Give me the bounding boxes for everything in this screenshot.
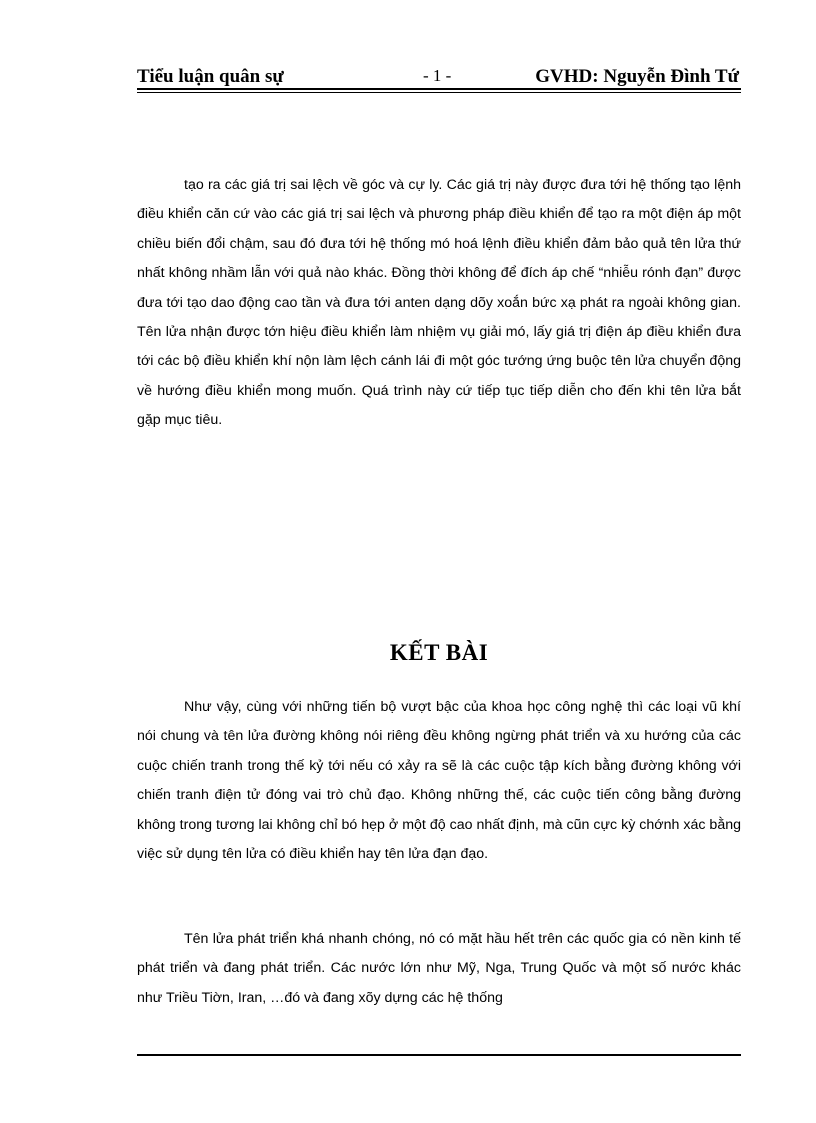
paragraph-conclusion-2 xyxy=(137,925,741,1013)
paragraph-text: Tên lửa phát triển khá nhanh chóng, nó có mặt hầu hết trên các quốc gia có nền kinh tế phát triển và đang phát triển. Các nước lớn như Mỹ, Nga, Trung Quốc và một số nước khác như Triều Tiờn, Iran, …đó và đang xõy dựng các hệ thống xyxy=(137,931,741,1006)
footer-rule xyxy=(137,1054,741,1056)
header-document-type: Tiểu luận quân sự xyxy=(137,66,284,87)
page-header xyxy=(137,66,741,90)
paragraph-conclusion-1 xyxy=(137,693,741,869)
header-rule-thick xyxy=(137,88,741,90)
paragraph-text: tạo ra các giá trị sai lệch về góc và cự ly. Các giá trị này được đưa tới hệ thống tạo lệnh điều khiển căn cứ vào các giá trị sai lệch và phương pháp điều khiển để tạo ra một điện áp một chiều biến đổi chậm, sau đó đưa tới hệ thống mó hoá lệnh điều khiển đảm bảo quả tên lửa thứ nhất không nhầm lẫn với quả nào khác. Đồng thời không để đích áp chế “nhiễu rónh đạn” được đưa tới tạo dao động cao tần và đưa tới anten dạng dõy xoắn bức xạ phát ra ngoài không gian. Tên lửa nhận được tớn hiệu điều khiển làm nhiệm vụ giải mó, lấy giá trị điện áp điều khiển đưa tới các bộ điều khiển khí nộn làm lệch cánh lái đi một góc tướng ứng buộc tên lửa chuyển động về hướng điều khiển mong muốn. Quá trình này cứ tiếp tục tiếp diễn cho đến khi tên lửa bắt gặp mục tiêu. xyxy=(137,177,741,429)
header-rule-thin xyxy=(137,92,741,93)
header-page-number: - 1 - xyxy=(423,66,452,85)
header-instructor: GVHD: Nguyễn Đình Tứ xyxy=(535,66,739,87)
paragraph-continuation xyxy=(137,171,741,436)
section-title: KẾT BÀI xyxy=(389,640,489,665)
paragraph-text: Như vậy, cùng với những tiến bộ vượt bậc của khoa học công nghệ thì các loại vũ khí nói chung và tên lửa đường không nói riêng đều không ngừng phát triển và xu hướng của các cuộc chiến tranh trong thế kỷ tới nếu có xảy ra sẽ là các cuộc tập kích bằng đường không với chiến tranh điện tử đóng vai trò chủ đạo. Không những thế, các cuộc tiến công bằng đường không trong tương lai không chỉ bó hẹp ở một độ cao nhất định, mà cũn cực kỳ chớnh xác bằng việc sử dụng tên lửa có điều khiển hay tên lửa đạn đạo. xyxy=(137,699,741,863)
